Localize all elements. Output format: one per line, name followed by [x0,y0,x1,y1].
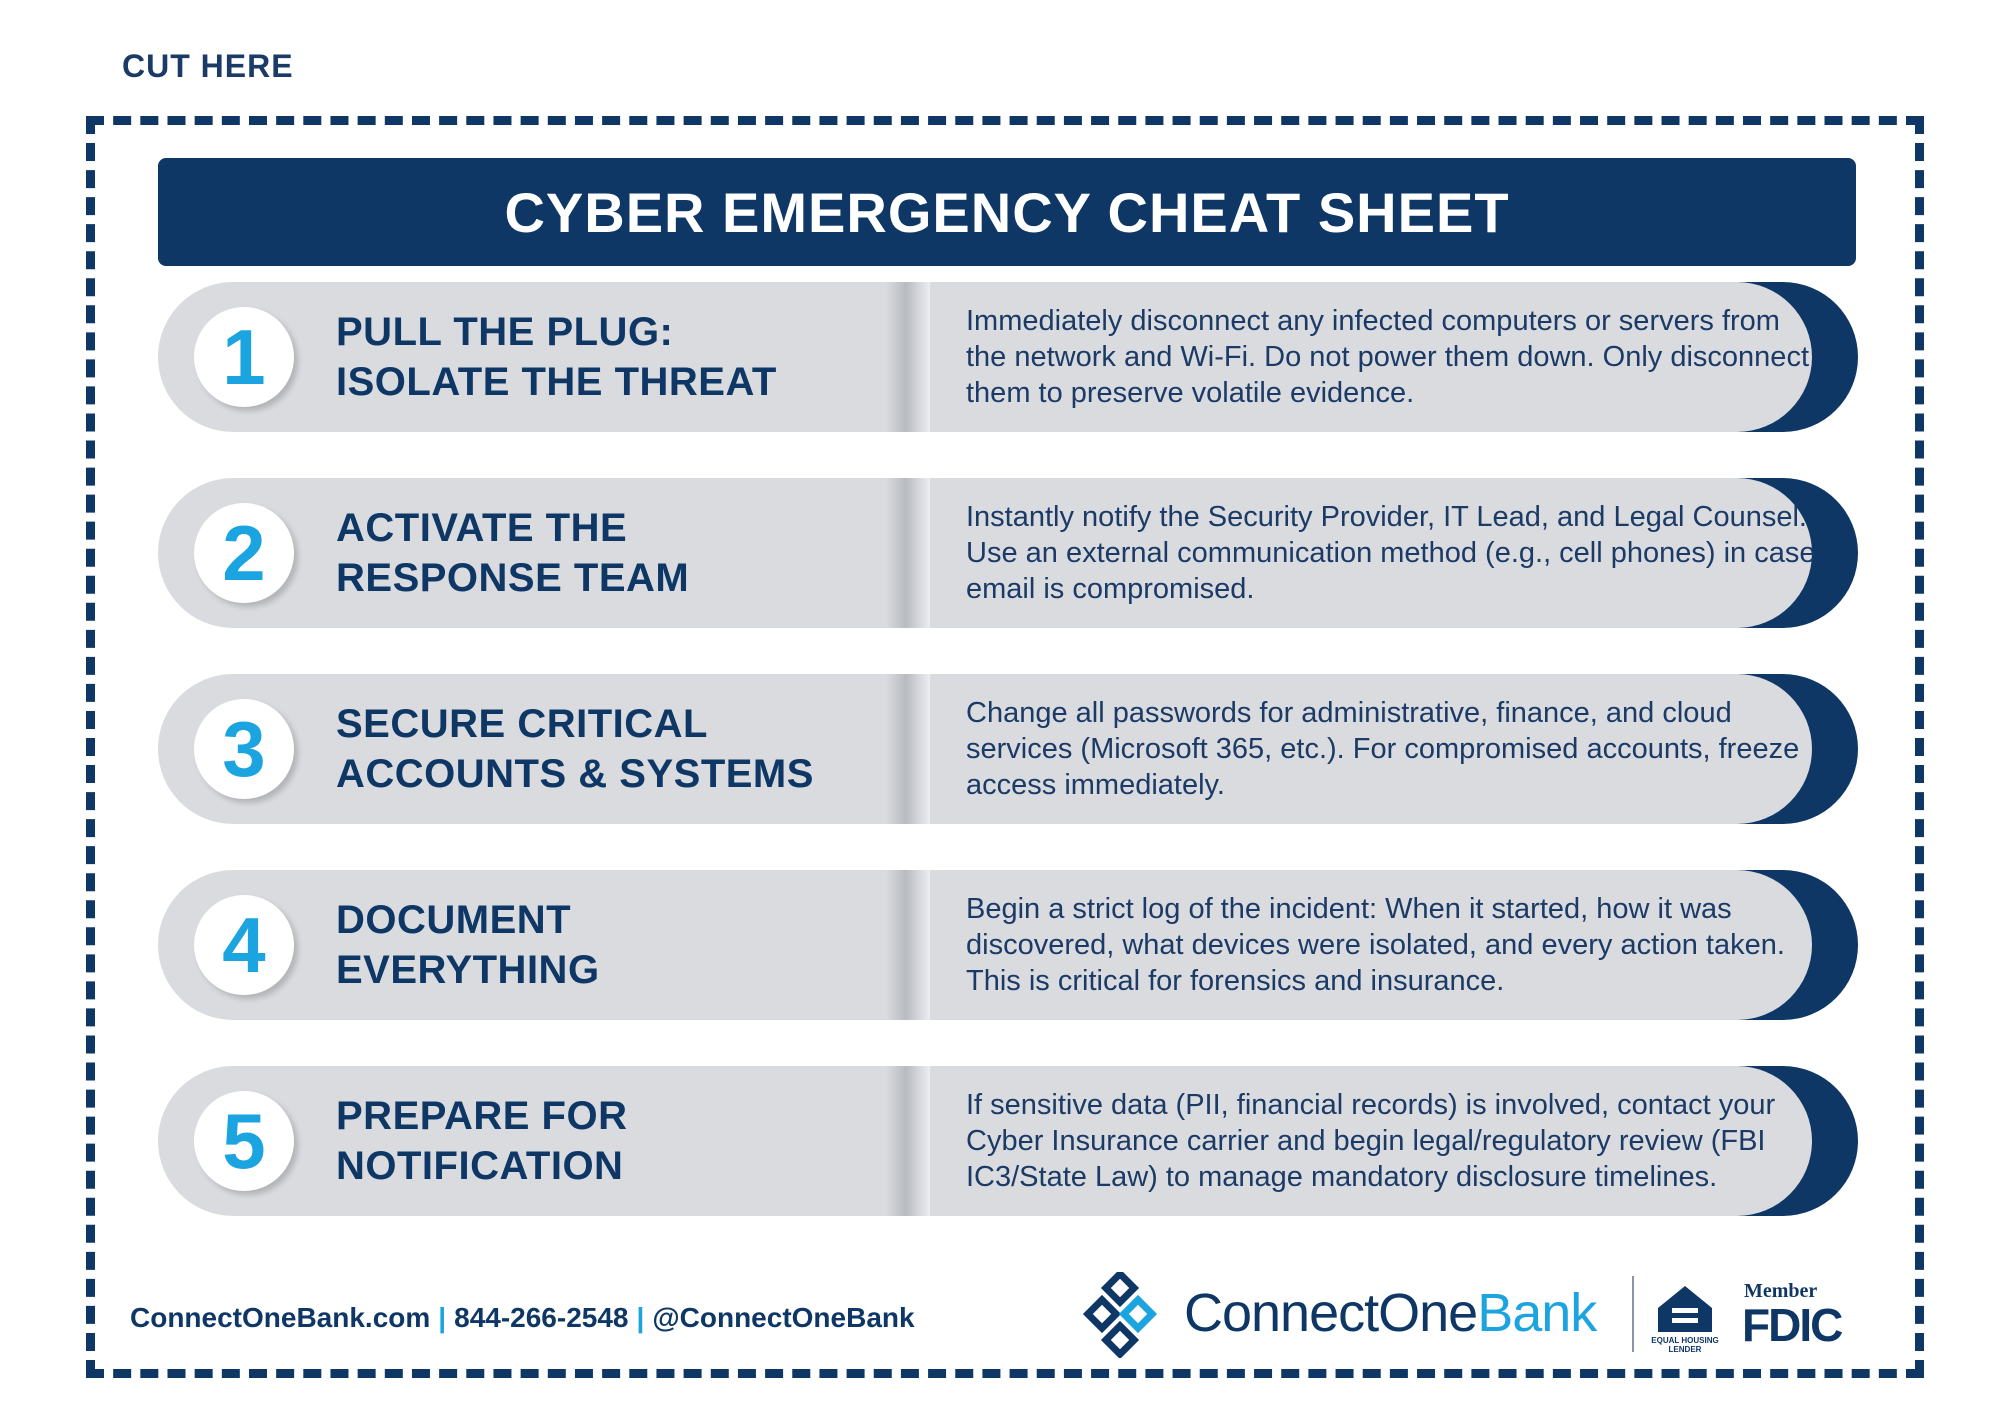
step-row-5 [158,1066,1858,1216]
brand-wordmark-accent: Bank [1477,1283,1597,1343]
footer-social-handle[interactable]: @ConnectOneBank [652,1302,915,1333]
cut-here-label: CUT HERE [122,48,294,84]
footer-separator: | [438,1302,447,1333]
step-number-badge [194,307,294,407]
brand-wordmark [1184,1282,1596,1344]
step-title: PREPARE FOR NOTIFICATION [336,1094,628,1188]
brand-wordmark-primary: ConnectOne [1184,1283,1478,1343]
step-description: If sensitive data (PII, financial records) is involved, contact your Cyber Insurance carrier and begin legal/regulatory review (FBI IC3/State Law) to manage mandatory disclosure timelines. [966,1089,1776,1193]
step-description: Begin a strict log of the incident: When it started, how it was discovered, what devices were isolated, and every action taken. This is critical for forensics and insurance. [966,893,1785,997]
step-number-badge [194,699,294,799]
step-description: Change all passwords for administrative, finance, and cloud services (Microsoft 365, etc.). For compromised accounts, freeze access immediately. [966,697,1800,801]
step-number: 1 [222,313,266,401]
title-bar [158,158,1856,266]
step-row-1 [158,282,1858,432]
page-title: CYBER EMERGENCY CHEAT SHEET [504,180,1510,244]
step-number: 5 [222,1097,266,1185]
step-number-badge [194,895,294,995]
fdic-logo: FDIC [1742,1299,1842,1351]
equal-housing-label [1650,1336,1720,1354]
equal-housing-line2: LENDER [1668,1345,1702,1354]
footer-website-link[interactable]: ConnectOneBank.com [130,1302,431,1333]
step-number: 4 [222,901,266,989]
footer-contact [130,1302,915,1334]
connectone-diamond-logo-icon [1082,1272,1168,1358]
step-row-2 [158,478,1858,628]
footer-separator: | [636,1302,645,1333]
step-title: DOCUMENT EVERYTHING [336,898,600,992]
step-number-badge [194,503,294,603]
step-description: Immediately disconnect any infected computers or servers from the network and Wi-Fi. Do not power them down. Only disconnect them to preserve volatile evidence. [966,305,1809,409]
step-number: 2 [222,509,266,597]
step-row-3 [158,674,1858,824]
footer-vertical-divider [1632,1276,1634,1352]
step-number: 3 [222,705,266,793]
step-title: SECURE CRITICAL ACCOUNTS & SYSTEMS [336,702,814,796]
step-description: Instantly notify the Security Provider, IT Lead, and Legal Counsel. Use an external communication method (e.g., cell phones) in case email is compromised. [966,501,1816,605]
step-title: PULL THE PLUG: ISOLATE THE THREAT [336,310,777,404]
equal-housing-line1: EQUAL HOUSING [1651,1336,1719,1345]
footer-phone-link[interactable]: 844-266-2548 [454,1302,629,1333]
fdic-member-label: Member [1744,1280,1818,1302]
step-number-badge [194,1091,294,1191]
step-title: ACTIVATE THE RESPONSE TEAM [336,506,690,600]
step-row-4 [158,870,1858,1020]
